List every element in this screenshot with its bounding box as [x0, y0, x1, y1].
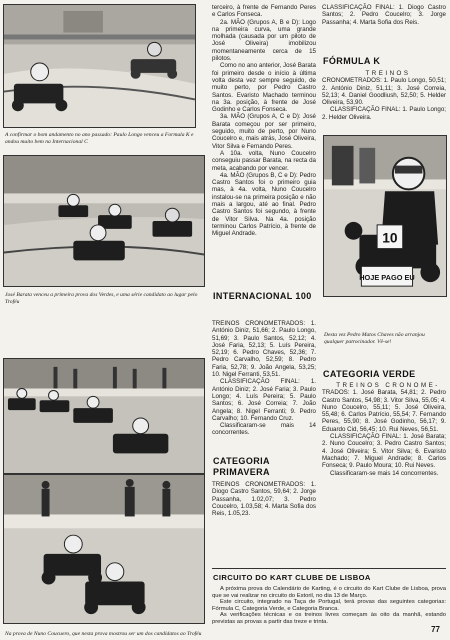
col2-para-2: 2a. MÃO (Grupos A, B e D): Logo na primeira curva, uma grande molhada (causada por um piloto de José Oliveira) imobilizou momentaneamente cerca de 15 pilotos.: [212, 18, 316, 63]
circuito-para-2: Este circuito, integrado na Taça de Portugal, terá provas das seguintes categorias: Fórmula C, Categoria Verde, e Categoria Branca.: [212, 599, 446, 612]
verde-subhead: TREINOS CRONOME-: [336, 382, 440, 389]
formula-k-final: CLASSIFICAÇÃO FINAL: 1. Paulo Longo; 2. Helder Oliveira.: [322, 106, 446, 121]
verde-heading: CATEGORIA VERDE: [323, 369, 416, 379]
photo-kart-race-4: [3, 474, 205, 624]
kart-slogan-plate: HOJE PAGO EU: [359, 273, 415, 283]
internacional-body: [212, 320, 316, 437]
primavera-body: [212, 481, 316, 517]
col2-race-report: [212, 4, 316, 238]
kart-number-plate: 10: [382, 230, 398, 246]
col2-para-6: 4a. MÃO (Grupos B, C e D): Pedro Castro Santos foi o primeiro guia mas, à 4a. volta, Nuno Coucelro instalou-se na primeira posição e não mais a largou, até ao final. Pedro Castro Santos foi segundo, à frente de Vitor Silva. Na 4a. posição terminou Carlos Patrício, à frente de Miguel Andrade.: [212, 171, 316, 238]
formula-k-body: [322, 70, 446, 121]
internacional-heading: INTERNACIONAL 100: [213, 291, 312, 301]
primavera-final: CLASSIFICAÇÃO FINAL: 1. Diogo Castro Santos; 2. Pedro Coucelro; 3. Jorge Passanha; 4. Marta Sofia dos Reis.: [322, 4, 446, 26]
col2-para-3: Como no ano anterior, José Barata foi primeiro desde o início à última volta desta vez sempre seguido, de muito perto, por Pedro Castro Santos. Evaristo Machado terminou na 3a. posição, à frente de José Godinho e Carlos Fonseca.: [212, 62, 316, 114]
photo2-caption: José Barata venceu a primeira prova dos Verdes, e uma série candidato ao lugar pelo Troféu: [5, 292, 198, 305]
circuito-para-3: As verificações técnicas e os treinos livres começam às oito da manhã, estando previstas as provas a partir das treze e trinta.: [212, 612, 446, 625]
internacional-final: CLASSIFICAÇÃO FINAL: 1. António Diniz; 2. José Faria; 3. Paulo Longo; 4. Luís Pereira; 5. Paulo Santos; 6. José Correia; 7. João Angela; 8. Nigel Ferranti; 9. Pedro Carvalho; 10. Fernando Cruz.: [212, 378, 316, 422]
verde-treinos: TRADOS: 1. José Barata, 54,81; 2. Pedro Castro Santos, 54,98; 3. Vitor Silva, 55,05; 4. Nuno Coucelro, 55,11; 5. José Oliveira, 55,48; 6. Carlos Patrício, 55,54; 7. Fernando Peres, 55,90; 8. José Godinho, 56,17; 9. Eduardo Cid, 56,45; 10. Rui Neves, 56,51.: [322, 389, 446, 433]
internacional-treinos: TREINOS CRONOMETRADOS: 1. António Diniz, 51,66; 2. Paulo Longo, 51,69; 3. Paulo Santos, 52,12; 4. José Faria, 52,13; 5. Luís Pereira, 52,19; 6. Pedro Chaves, 52,36; 7. Pedro Carvalho, 52,59; 8. Pedro Faria, 52,78; 9. João Angela, 53,25; 10. Nigel Ferranti, 53,51.: [212, 320, 316, 379]
formula-k-subhead: TREINOS: [365, 70, 411, 77]
circuito-para-1: A próxima prova do Calendário de Karting, é o circuito do Kart Clube de Lisboa, prova que se vai realizar no circuito do Estoril, no dia 13 de Março.: [212, 586, 446, 599]
formula-k-treinos: CRONOMETRADOS: 1. Paulo Longo, 50,51; 2. António Diniz, 51,11; 3. José Correia, 52,13; 4. Daniel Goodliush, 52,50; 5. Helder Oliveira, 53,90.: [322, 77, 446, 107]
photo-kart-race-3: [3, 358, 205, 474]
col2-para-5: A 10a. volta, Nuno Coucelro conseguiu passar Barata, na recta da meta, acabando por vencer.: [212, 149, 316, 172]
photo1-caption: A confirmar o bom andamento no ano passado: Paulo Longo venceu a Formula K e andou muito bem na Internacional C: [5, 132, 194, 145]
photo-kart-driver: [323, 135, 447, 297]
verde-final: CLASSIFICAÇÃO FINAL: 1. José Barata; 2. Nuno Coucelro; 3. Pedro Castro Santos; 4. José Oliveira; 5. Vitor Silva; 6. Evaristo Machado; 7. Miguel Andrade; 8. Carlos Fonseca; 9. Paulo Moura; 10. Rui Neves.: [322, 433, 446, 470]
primavera-heading: CATEGORIA PRIMAVERA: [213, 456, 270, 477]
primavera-treinos: TREINOS CRONOMETRADOS: 1. Diogo Castro Santos, 59,64; 2. Jorge Passanha, 1.02,07; 3. Pedro Coucelro, 1.03,58; 4. Marta Sofia dos Reis, 1.05,23.: [212, 481, 316, 518]
col2-para-1: terceiro, à frente de Fernando Peres e Carlos Fonseca.: [212, 4, 316, 19]
col3-primavera-final: [322, 4, 446, 26]
verde-body: [322, 382, 446, 477]
photo4-caption: Na prova de Nuno Coucuero, que nesta prova mostrou ser um dos candidatos ao Troféu: [5, 631, 202, 637]
photo5-caption: Desta vez Pedro Matos Chaves não arranjou qualquer patrocinador. Vê-se!: [324, 332, 425, 345]
circuito-body: [212, 586, 446, 626]
verde-more: Classificaram-se mais 14 concorrentes.: [330, 469, 439, 477]
page-number: 77: [431, 625, 440, 634]
col2-para-4: 3a. MÃO (Grupos A, C e D): José Barata começou por ser primeiro, seguido, muito de perto, por Nuno Coucelro e, mais atrás, José Oliveira, Vitor Silva e Fernando Peres.: [212, 113, 316, 150]
internacional-more: Classificaram-se mais 14 concorrentes.: [212, 422, 316, 437]
circuito-heading: CIRCUITO DO KART CLUBE DE LISBOA: [213, 573, 371, 582]
formula-k-heading: FÓRMULA K: [323, 56, 381, 66]
photo-kart-race-1: [3, 4, 196, 128]
circuito-rule: [212, 568, 446, 569]
photo-kart-race-2: [3, 155, 205, 287]
